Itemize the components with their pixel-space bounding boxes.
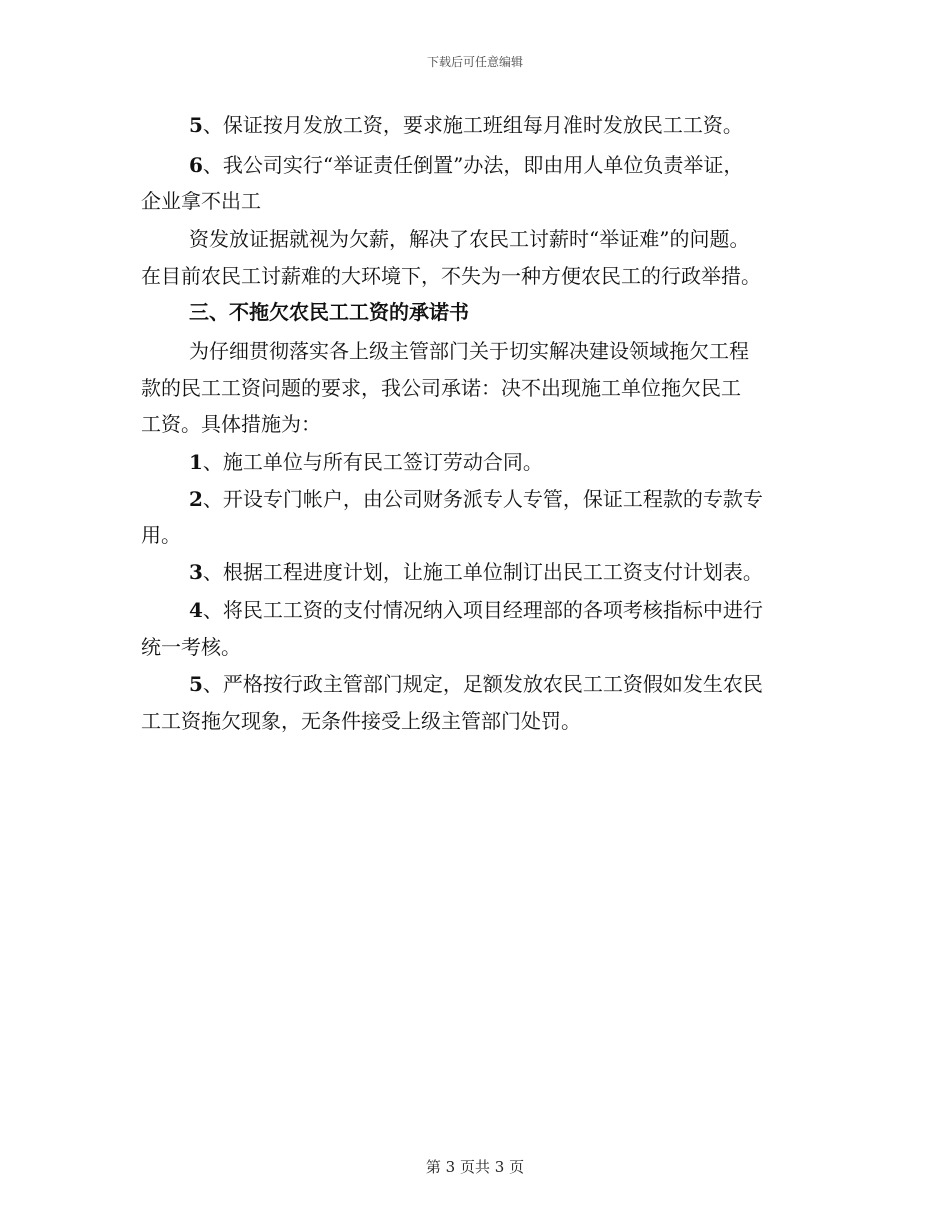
paragraph-line: 资发放证据就视为欠薪，解决了农民工讨薪时“举证难”的问题。 (189, 227, 750, 251)
paragraph-line: 统一考核。 (141, 635, 241, 659)
paragraph-item-2 (189, 489, 763, 509)
item-number: 6 (189, 153, 203, 177)
section-heading: 三、不拖欠农民工工资的承诺书 (189, 300, 469, 324)
item-number: 5 (189, 672, 203, 696)
paragraph-line: 款的民工工资问题的要求，我公司承诺：决不出现施工单位拖欠民工 (141, 376, 741, 400)
paragraph-line: 、将民工工资的支付情况纳入项目经理部的各项考核指标中进行 (202, 598, 763, 622)
paragraph-line: 、施工单位与所有民工签订劳动合同。 (202, 450, 543, 474)
paragraph-line: 企业拿不出工 (141, 189, 261, 213)
paragraph-item-6 (189, 155, 743, 175)
page-footer: 第 3 页共 3 页 (425, 1158, 525, 1176)
paragraph-item-5 (189, 115, 743, 135)
paragraph-item-5b (189, 674, 763, 694)
item-number: 4 (189, 598, 203, 622)
paragraph-line: 为仔细贯彻落实各上级主管部门关于切实解决建设领域拖欠工程 (189, 339, 749, 363)
item-number: 1 (189, 450, 203, 474)
paragraph-line: 、严格按行政主管部门规定，足额发放农民工工资假如发生农民 (202, 672, 763, 696)
paragraph-line: 在目前农民工讨薪难的大环境下，不失为一种方便农民工的行政举措。 (141, 264, 761, 288)
item-number: 2 (189, 487, 203, 511)
paragraph-item-1 (189, 452, 543, 472)
paragraph-item-3 (189, 562, 763, 582)
paragraph-line: 、保证按月发放工资，要求施工班组每月准时发放民工工资。 (202, 113, 743, 137)
paragraph-line: 用。 (141, 523, 181, 547)
paragraph-line: 、根据工程进度计划，让施工单位制订出民工工资支付计划表。 (202, 560, 763, 584)
item-number: 3 (189, 560, 203, 584)
paragraph-line: 、我公司实行“举证责任倒置”办法，即由用人单位负责举证， (202, 153, 744, 177)
item-number: 5 (189, 113, 203, 137)
paragraph-line: 工资。具体措施为： (141, 412, 321, 436)
page-header: 下载后可任意编辑 (426, 55, 523, 69)
paragraph-item-4 (189, 600, 763, 620)
paragraph-line: 工工资拖欠现象，无条件接受上级主管部门处罚。 (141, 709, 581, 733)
paragraph-line: 、开设专门帐户，由公司财务派专人专管，保证工程款的专款专 (202, 487, 763, 511)
